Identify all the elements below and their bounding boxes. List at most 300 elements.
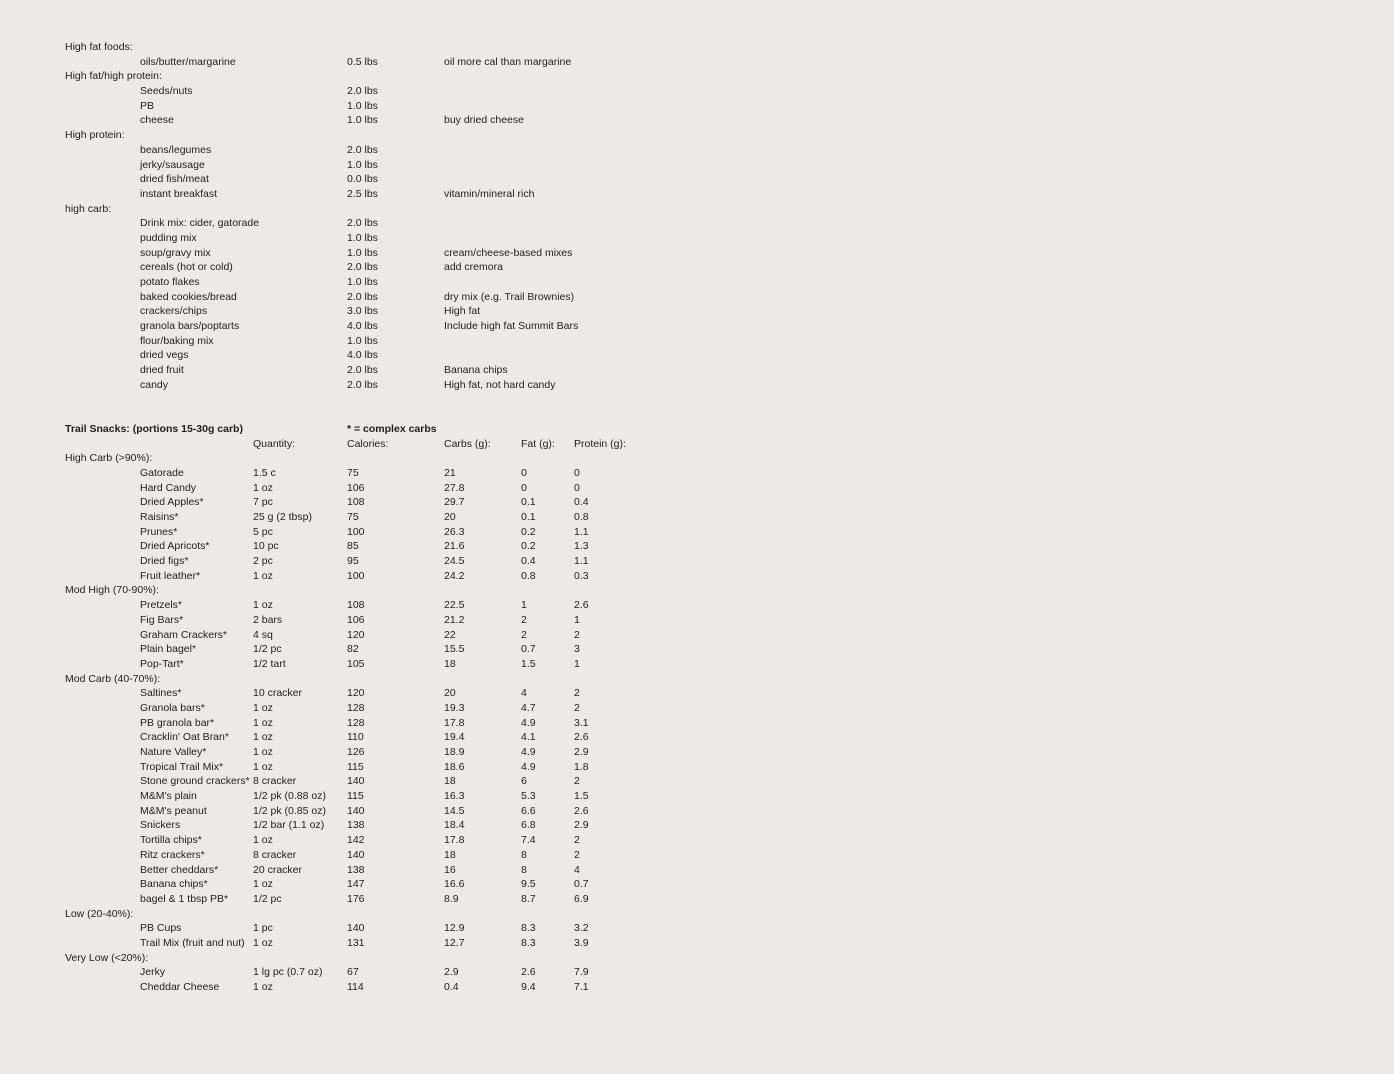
snack-name: Nature Valley*: [140, 746, 207, 758]
snack-calories: 120: [347, 628, 365, 641]
item-row: [0, 55, 700, 70]
food-amount: 2.0 lbs: [347, 364, 378, 377]
food-amount: 2.0 lbs: [347, 378, 378, 391]
item-row: [0, 99, 700, 114]
snack-calories: 82: [347, 643, 359, 656]
trail-snacks-title: Trail Snacks: (portions 15-30g carb): [65, 422, 243, 435]
food-weights-section: [0, 40, 700, 393]
column-header-row: [0, 437, 700, 452]
food-name: potato flakes: [140, 276, 200, 288]
food-name: beans/legumes: [140, 143, 212, 156]
table-row: [0, 701, 700, 716]
snack-protein: 2: [574, 834, 580, 847]
food-amount: 3.0 lbs: [347, 305, 378, 318]
food-amount: 2.0 lbs: [347, 290, 378, 303]
complex-carbs-note: * = complex carbs: [347, 422, 437, 435]
snack-carbs: 21: [444, 466, 456, 479]
table-row: [0, 745, 700, 760]
table-row: [0, 833, 700, 848]
snack-quantity: 8 cracker: [253, 848, 297, 861]
snack-name: Tropical Trail Mix*: [140, 760, 224, 773]
item-row: [0, 187, 700, 202]
carbs-header: Carbs (g):: [444, 437, 491, 450]
snack-quantity: 10 pc: [253, 540, 279, 553]
snack-protein: 2: [574, 628, 580, 641]
food-amount: 0.5 lbs: [347, 55, 378, 68]
snack-carbs: 0.4: [444, 981, 459, 993]
table-row: [0, 774, 700, 789]
snack-carbs: 8.9: [444, 892, 459, 905]
table-row: [0, 892, 700, 907]
item-row: [0, 378, 700, 393]
food-name: instant breakfast: [140, 187, 218, 200]
food-name: soup/gravy mix: [140, 246, 211, 259]
food-name: cereals (hot or cold): [140, 261, 233, 274]
snack-calories: 100: [347, 569, 365, 582]
item-row: [0, 363, 700, 378]
snack-group-label: Mod High (70-90%):: [65, 584, 159, 597]
snack-name: Banana chips*: [140, 878, 208, 891]
snack-quantity: 1/2 pk (0.88 oz): [253, 790, 326, 803]
snack-calories: 108: [347, 599, 365, 612]
food-amount: 2.0 lbs: [347, 217, 378, 230]
snack-name: Better cheddars*: [140, 863, 219, 876]
item-row: [0, 290, 700, 305]
snack-calories: 114: [347, 981, 364, 993]
snack-quantity: 1 oz: [253, 936, 273, 949]
snack-quantity: 1 oz: [253, 731, 273, 744]
food-amount: 1.0 lbs: [347, 99, 378, 112]
food-name: PB: [140, 99, 155, 112]
snack-carbs: 18: [444, 775, 456, 788]
snack-calories: 115: [347, 760, 364, 773]
fat-header: Fat (g):: [521, 437, 555, 450]
snack-quantity: 2 bars: [253, 613, 283, 626]
item-row: [0, 231, 700, 246]
snack-carbs: 24.2: [444, 569, 465, 582]
trail-snacks-section: [0, 422, 700, 995]
snack-fat: 0.2: [521, 525, 536, 538]
snack-carbs: 22.5: [444, 599, 465, 612]
snack-protein: 1.1: [574, 555, 589, 568]
snack-quantity: 1 oz: [253, 760, 273, 773]
snack-protein: 7.1: [574, 981, 589, 993]
snack-fat: 9.4: [521, 981, 536, 993]
item-row: [0, 143, 700, 158]
food-amount: 1.0 lbs: [347, 158, 378, 171]
snack-protein: 1.3: [574, 540, 589, 553]
table-row: [0, 510, 700, 525]
spreadsheet: [0, 40, 700, 995]
snack-calories: 140: [347, 848, 365, 861]
snack-calories: 147: [347, 878, 365, 891]
snack-protein: 2.6: [574, 804, 589, 817]
snack-carbs: 18.6: [444, 760, 465, 773]
food-name: dried fruit: [140, 364, 184, 377]
snack-quantity: 1/2 tart: [253, 657, 286, 670]
snack-quantity: 2 pc: [253, 555, 273, 568]
table-row: [0, 818, 700, 833]
snack-name: Fruit leather*: [140, 569, 201, 582]
food-name: jerky/sausage: [140, 158, 205, 171]
snack-calories: 126: [347, 746, 365, 758]
snack-group-row: [0, 672, 700, 687]
snack-quantity: 25 g (2 tbsp): [253, 511, 312, 523]
snack-quantity: 1/2 bar (1.1 oz): [253, 819, 325, 832]
snack-quantity: 1 oz: [253, 701, 273, 714]
snack-name: Plain bagel*: [140, 643, 197, 656]
table-row: [0, 628, 700, 643]
snack-name: Hard Candy: [140, 481, 197, 494]
snack-calories: 140: [347, 775, 365, 788]
table-row: [0, 804, 700, 819]
snack-calories: 95: [347, 555, 359, 568]
snack-name: Trail Mix (fruit and nut): [140, 936, 245, 949]
snack-fat: 0.4: [521, 555, 536, 568]
snack-carbs: 16.6: [444, 878, 465, 891]
snack-name: bagel & 1 tbsp PB*: [140, 892, 229, 905]
snack-name: Snickers: [140, 819, 181, 832]
table-row: [0, 921, 700, 936]
snack-quantity: 7 pc: [253, 496, 273, 509]
snack-protein: 0: [574, 466, 580, 479]
table-row: [0, 598, 700, 613]
item-row: [0, 172, 700, 187]
food-amount: 2.5 lbs: [347, 187, 378, 200]
snack-fat: 6.6: [521, 804, 536, 817]
snack-name: Saltines*: [140, 687, 182, 700]
snack-calories: 75: [347, 466, 359, 479]
snack-group-row: [0, 951, 700, 966]
snack-fat: 4: [521, 687, 527, 700]
snack-carbs: 18.4: [444, 819, 465, 832]
snack-name: Jerky: [140, 966, 166, 979]
category-row: [0, 40, 700, 55]
snack-protein: 2.6: [574, 599, 589, 612]
table-row: [0, 554, 700, 569]
snack-protein: 1.8: [574, 760, 589, 773]
food-name: flour/baking mix: [140, 334, 214, 347]
food-note: vitamin/mineral rich: [444, 187, 535, 200]
snack-calories: 115: [347, 790, 364, 803]
snack-fat: 8.3: [521, 922, 536, 935]
snack-group-label: High Carb (>90%):: [65, 452, 153, 465]
snack-fat: 5.3: [521, 790, 536, 803]
snack-quantity: 5 pc: [253, 525, 273, 538]
snack-name: Cheddar Cheese: [140, 981, 220, 993]
snack-calories: 105: [347, 657, 365, 670]
food-name: baked cookies/bread: [140, 290, 237, 303]
snack-fat: 8: [521, 848, 527, 861]
food-amount: 4.0 lbs: [347, 320, 378, 333]
snack-group-row: [0, 583, 700, 598]
snack-name: Ritz crackers*: [140, 848, 205, 861]
snack-fat: 4.9: [521, 746, 536, 758]
snack-name: Fig Bars*: [140, 613, 184, 626]
snack-protein: 0.7: [574, 878, 589, 891]
category-row: [0, 202, 700, 217]
snack-fat: 8.3: [521, 936, 536, 949]
snack-name: Pop-Tart*: [140, 657, 184, 670]
snack-fat: 9.5: [521, 878, 536, 891]
snack-fat: 0.8: [521, 569, 536, 582]
snack-fat: 4.7: [521, 701, 536, 714]
snack-quantity: 1/2 pk (0.85 oz): [253, 804, 326, 817]
table-row: [0, 686, 700, 701]
snack-name: PB Cups: [140, 922, 182, 935]
snack-calories: 108: [347, 496, 365, 509]
snack-protein: 3.2: [574, 922, 589, 935]
item-row: [0, 113, 700, 128]
snack-fat: 2: [521, 628, 527, 641]
snack-calories: 85: [347, 540, 359, 553]
snack-fat: 1.5: [521, 657, 536, 670]
food-note: buy dried cheese: [444, 114, 524, 127]
snack-carbs: 12.9: [444, 922, 465, 935]
food-amount: 1.0 lbs: [347, 114, 378, 127]
item-row: [0, 319, 700, 334]
snack-carbs: 27.8: [444, 481, 465, 494]
snack-group-label: Low (20-40%):: [65, 907, 134, 920]
snack-protein: 2.9: [574, 746, 589, 758]
snack-carbs: 15.5: [444, 643, 465, 656]
snack-protein: 0.4: [574, 496, 589, 509]
snack-name: Stone ground crackers*: [140, 775, 250, 788]
spacer: [0, 407, 700, 422]
snack-calories: 140: [347, 804, 365, 817]
category-row: [0, 69, 700, 84]
snack-fat: 2: [521, 613, 527, 626]
snack-calories: 120: [347, 687, 365, 700]
snack-carbs: 2.9: [444, 966, 459, 979]
snack-quantity: 1/2 pc: [253, 892, 282, 905]
snack-quantity: 1 lg pc (0.7 oz): [253, 966, 323, 979]
snack-carbs: 18.9: [444, 746, 465, 758]
table-row: [0, 863, 700, 878]
snack-protein: 3.1: [574, 716, 589, 729]
snack-carbs: 18: [444, 848, 456, 861]
snack-quantity: 1 oz: [253, 481, 273, 494]
snack-fat: 0.1: [521, 496, 536, 509]
snack-quantity: 1.5 c: [253, 466, 276, 479]
snack-carbs: 26.3: [444, 525, 465, 538]
table-row: [0, 466, 700, 481]
category-label: high carb:: [65, 202, 112, 215]
snack-name: Raisins*: [140, 511, 179, 523]
table-row: [0, 936, 700, 951]
table-row: [0, 730, 700, 745]
table-row: [0, 980, 700, 995]
category-label: High fat foods:: [65, 41, 133, 53]
snack-calories: 176: [347, 892, 365, 905]
snack-carbs: 21.6: [444, 540, 465, 553]
snack-carbs: 24.5: [444, 555, 465, 568]
food-note: High fat: [444, 305, 481, 318]
item-row: [0, 275, 700, 290]
item-row: [0, 304, 700, 319]
snack-fat: 6: [521, 775, 527, 788]
food-amount: 4.0 lbs: [347, 349, 378, 362]
snack-quantity: 4 sq: [253, 628, 273, 641]
snack-quantity: 1 oz: [253, 878, 273, 891]
snack-calories: 128: [347, 716, 365, 729]
food-amount: 0.0 lbs: [347, 173, 378, 186]
table-row: [0, 481, 700, 496]
snack-name: Cracklin' Oat Bran*: [140, 731, 229, 744]
snack-quantity: 20 cracker: [253, 863, 303, 876]
snack-fat: 0.2: [521, 540, 536, 553]
food-note: Include high fat Summit Bars: [444, 320, 579, 333]
food-amount: 1.0 lbs: [347, 334, 378, 347]
snack-name: Pretzels*: [140, 599, 183, 612]
item-row: [0, 216, 700, 231]
category-label: High fat/high protein:: [65, 70, 162, 83]
snack-quantity: 1 oz: [253, 716, 273, 729]
food-amount: 1.0 lbs: [347, 231, 378, 244]
snack-name: Tortilla chips*: [140, 834, 202, 847]
snack-quantity: 1 oz: [253, 569, 273, 582]
snack-quantity: 8 cracker: [253, 775, 297, 788]
snack-carbs: 16.3: [444, 790, 465, 803]
snack-protein: 2: [574, 775, 580, 788]
snack-group-row: [0, 451, 700, 466]
food-name: pudding mix: [140, 231, 197, 244]
snack-carbs: 14.5: [444, 804, 465, 817]
table-row: [0, 657, 700, 672]
food-amount: 2.0 lbs: [347, 143, 378, 156]
calories-header: Calories:: [347, 437, 389, 450]
snack-name: Dried figs*: [140, 555, 189, 568]
item-row: [0, 348, 700, 363]
snack-protein: 0: [574, 481, 580, 494]
trail-snacks-title-row: [0, 422, 700, 437]
snack-protein: 7.9: [574, 966, 589, 979]
snack-fat: 4.1: [521, 731, 536, 744]
food-amount: 2.0 lbs: [347, 85, 378, 98]
category-label: High protein:: [65, 129, 125, 142]
snack-fat: 2.6: [521, 966, 536, 979]
snack-protein: 0.8: [574, 511, 589, 523]
snack-quantity: 1 oz: [253, 599, 273, 612]
snack-group-label: Very Low (<20%):: [65, 951, 149, 964]
snack-protein: 2: [574, 701, 580, 714]
snack-protein: 6.9: [574, 892, 589, 905]
snack-quantity: 1 pc: [253, 922, 273, 935]
food-note: dry mix (e.g. Trail Brownies): [444, 290, 575, 303]
snack-protein: 1.5: [574, 790, 589, 803]
snack-name: M&M's plain: [140, 790, 197, 803]
snack-group-label: Mod Carb (40-70%):: [65, 672, 161, 685]
category-row: [0, 128, 700, 143]
snack-fat: 6.8: [521, 819, 536, 832]
snack-calories: 138: [347, 863, 365, 876]
snack-fat: 1: [521, 599, 527, 612]
snack-name: Granola bars*: [140, 701, 205, 714]
food-amount: 1.0 lbs: [347, 276, 378, 288]
food-name: candy: [140, 378, 169, 391]
food-amount: 2.0 lbs: [347, 261, 378, 274]
snack-carbs: 29.7: [444, 496, 465, 509]
snack-protein: 2.6: [574, 731, 589, 744]
snack-carbs: 22: [444, 628, 456, 641]
snack-fat: 8: [521, 863, 527, 876]
snack-calories: 106: [347, 481, 365, 494]
snack-calories: 75: [347, 511, 359, 523]
snack-quantity: 1 oz: [253, 834, 273, 847]
food-name: crackers/chips: [140, 305, 208, 318]
food-name: dried fish/meat: [140, 173, 209, 186]
snack-fat: 4.9: [521, 760, 536, 773]
item-row: [0, 158, 700, 173]
snack-name: M&M's peanut: [140, 804, 207, 817]
snack-protein: 4: [574, 863, 580, 876]
snack-quantity: 1 oz: [253, 981, 273, 993]
snack-carbs: 18: [444, 657, 456, 670]
snack-fat: 4.9: [521, 716, 536, 729]
food-note: cream/cheese-based mixes: [444, 246, 573, 259]
snack-carbs: 20: [444, 511, 456, 523]
snack-quantity: 10 cracker: [253, 687, 303, 700]
table-row: [0, 495, 700, 510]
table-row: [0, 525, 700, 540]
food-name: Drink mix: cider, gatorade: [140, 217, 260, 230]
snack-fat: 0: [521, 466, 527, 479]
table-row: [0, 642, 700, 657]
snack-calories: 138: [347, 819, 365, 832]
snack-fat: 0: [521, 481, 527, 494]
snack-name: Dried Apricots*: [140, 540, 210, 553]
snack-carbs: 17.8: [444, 834, 465, 847]
snack-carbs: 16: [444, 863, 456, 876]
snack-quantity: 1/2 pc: [253, 643, 282, 656]
snack-calories: 106: [347, 613, 365, 626]
snack-protein: 3.9: [574, 936, 589, 949]
item-row: [0, 260, 700, 275]
quantity-header: Quantity:: [253, 437, 296, 450]
snack-carbs: 21.2: [444, 613, 465, 626]
snack-fat: 8.7: [521, 892, 536, 905]
food-note: High fat, not hard candy: [444, 378, 556, 391]
snack-name: Graham Crackers*: [140, 628, 227, 641]
snack-group-row: [0, 907, 700, 922]
snack-protein: 3: [574, 643, 580, 656]
spacer: [0, 393, 700, 408]
food-amount: 1.0 lbs: [347, 246, 378, 259]
food-note: Banana chips: [444, 364, 508, 377]
snack-calories: 131: [347, 936, 365, 949]
food-name: Seeds/nuts: [140, 85, 193, 98]
item-row: [0, 246, 700, 261]
snack-name: PB granola bar*: [140, 716, 215, 729]
table-row: [0, 965, 700, 980]
table-row: [0, 848, 700, 863]
food-name: cheese: [140, 114, 174, 127]
snack-name: Gatorade: [140, 466, 184, 479]
food-note: oil more cal than margarine: [444, 55, 572, 68]
table-row: [0, 539, 700, 554]
snack-protein: 2.9: [574, 819, 589, 832]
snack-groups: [0, 451, 700, 994]
snack-protein: 2: [574, 687, 580, 700]
item-row: [0, 334, 700, 349]
table-row: [0, 569, 700, 584]
snack-calories: 110: [347, 731, 364, 744]
snack-fat: 0.1: [521, 511, 536, 523]
snack-carbs: 17.8: [444, 716, 465, 729]
snack-protein: 0.3: [574, 569, 589, 582]
snack-protein: 1: [574, 657, 580, 670]
snack-name: Prunes*: [140, 525, 178, 538]
